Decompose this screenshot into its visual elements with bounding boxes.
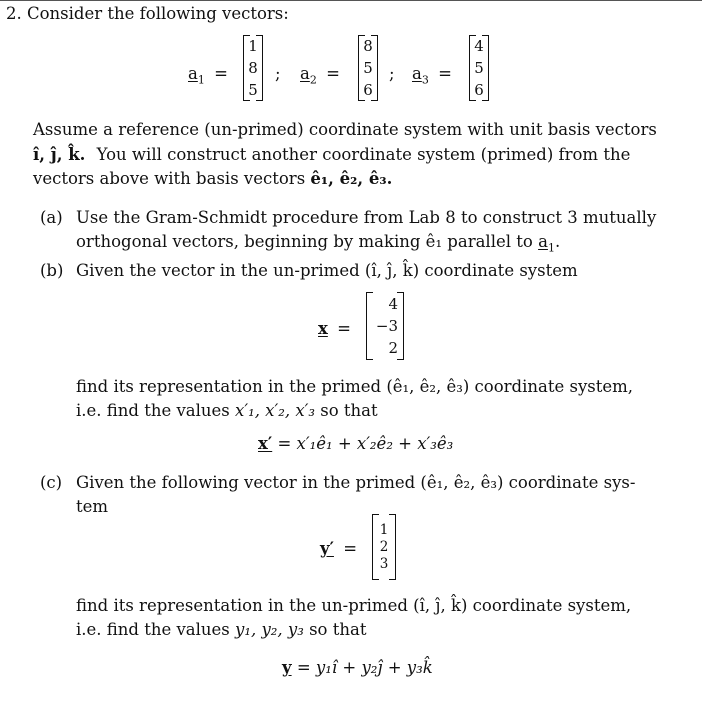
part-b-line-1: Given the vector in the un-primed (î, ĵ, k̂) coordinate system: [76, 261, 578, 280]
part-a-label: (a): [40, 208, 63, 227]
part-a-line-1: Use the Gram-Schmidt procedure from Lab 8 to construct 3 mutually: [76, 208, 657, 227]
part-c-line-2: tem: [76, 497, 109, 516]
vector-x-label: x =: [318, 319, 351, 338]
vector-a2-matrix: 8 5 6: [358, 35, 378, 101]
part-c-line-3: find its representation in the un-primed (î, ĵ, k̂) coordinate system,: [76, 596, 632, 615]
problem-header-text: Consider the following vectors:: [27, 4, 289, 23]
problem-number: 2.: [6, 4, 22, 23]
vector-a1-matrix: 1 8 5: [243, 35, 263, 101]
vector-x-matrix: 4 −3 2: [366, 292, 404, 360]
intro-line-1: Assume a reference (un-primed) coordinate system with unit basis vectors: [33, 120, 657, 139]
vector-a1-label: $a_1$ =: [188, 64, 228, 87]
intro-line-2: î, ĵ, k̂. You will construct another coordinate system (primed) from the: [33, 145, 631, 164]
part-c-line-4: i.e. find the values y₁, y₂, y₃ so that: [76, 620, 367, 639]
part-b-equation: x′ = x′₁ê₁ + x′₂ê₂ + x′₃ê₃: [258, 434, 454, 453]
part-a-line-2: orthogonal vectors, beginning by making ê₁ parallel to $a_1$.: [76, 232, 561, 255]
vector-y-prime-matrix: 1 2 3: [372, 514, 396, 580]
part-b-line-2: find its representation in the primed (ê₁, ê₂, ê₃) coordinate system,: [76, 377, 634, 396]
part-b-line-3: i.e. find the values x′₁, x′₂, x′₃ so that: [76, 401, 378, 420]
part-c-label: (c): [40, 473, 63, 492]
separator-1: ;: [275, 64, 281, 83]
problem-header: [6, 2, 289, 26]
part-b-label: (b): [40, 261, 64, 280]
vector-y-prime-label: y′ =: [320, 539, 358, 558]
part-c-line-1: Given the following vector in the primed (ê₁, ê₂, ê₃) coordinate sys-: [76, 473, 636, 492]
top-rule: [0, 0, 702, 1]
part-c-equation: y = y₁î + y₂ĵ + y₃k̂: [282, 658, 433, 677]
separator-2: ;: [389, 64, 395, 83]
vector-a2-label: $a_2$ =: [300, 64, 340, 87]
vector-a3-label: $a_3$ =: [412, 64, 452, 87]
intro-line-3: vectors above with basis vectors ê₁, ê₂, ê₃.: [33, 169, 393, 188]
vector-a3-matrix: 4 5 6: [469, 35, 489, 101]
